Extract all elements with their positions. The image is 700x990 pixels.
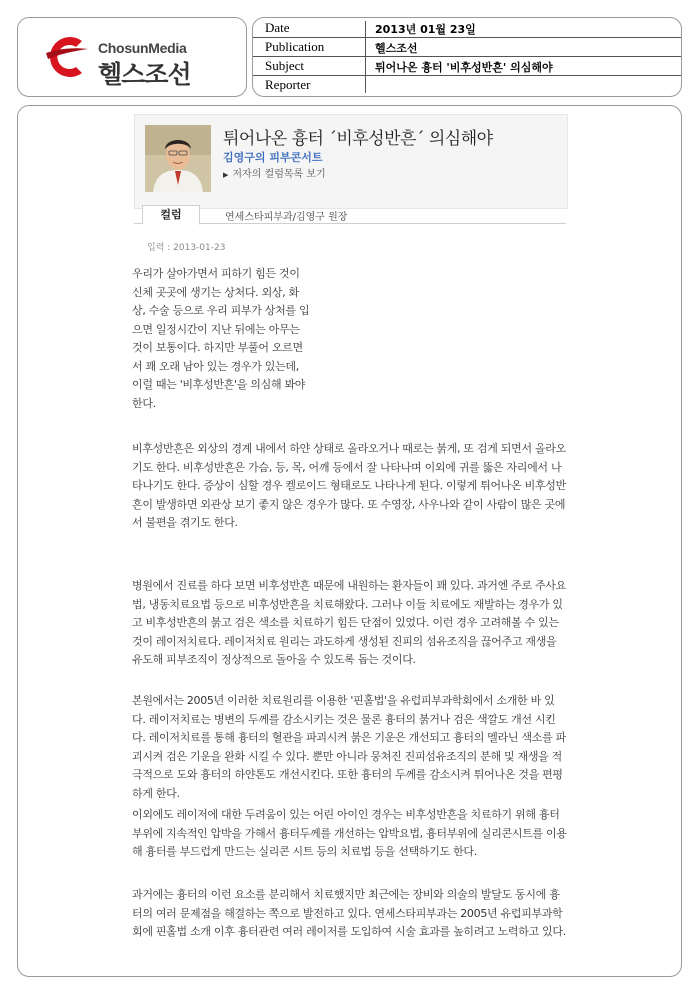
author-photo [145, 125, 211, 192]
brand-name-top: ChosunMedia [98, 40, 187, 56]
article-date: 입력 : 2013-01-23 [147, 243, 226, 253]
article-title: 튀어나온 흉터 ´비후성반흔´ 의심해야 [223, 129, 493, 149]
subject-value: 튀어나온 흉터 '비후성반흔' 의심해야 [375, 61, 553, 74]
column-name-link[interactable]: 김영구의 피부콘서트 [223, 151, 323, 164]
paragraph: 병원에서 진료를 하다 보면 비후성반흔 때문에 내원하는 환자들이 꽤 있다. 과거엔 주로 주사요법, 냉동치료요법 등으로 비후성반흔을 치료해왔다. 그러나 이들 치료에도 재발하는 경우가 있고 비후성반흔의 붉고 검은 색소를 치료하기 힘든 단점이 있었다. 이런 경우 고려해볼 수 있는 것이 레이저치료다. 레이저치료 원리는 과도하게 생성된 진피의 섬유조직을 끊어주고 재생을 유도해 피부조직이 정상적으로 돌아올 수 있도록 돕는 것이다. [132, 579, 566, 666]
meta-row-publication [253, 38, 681, 56]
publication-value: 헬스조선 [375, 42, 418, 55]
author-column-list-label: 저자의 컬럼목록 보기 [232, 169, 326, 180]
tab-column[interactable]: 컬럼 [142, 205, 200, 225]
paragraph: 비후성반흔은 외상의 경계 내에서 하얀 상태로 올라오거나 때로는 붉게, 또 검게 되면서 올라오기도 한다. 비후성반흔은 가슴, 등, 목, 어깨 등에서 잘 나타나며 이외에 귀를 뚫은 자리에서 나타나기도 한다. 증상이 심할 경우 켈로이드 형태로도 나타나게 된다. 이렇게 튀어나온 비후성반흔이 발생하면 외관상 보기 좋지 않은 경우가 많다. 또 수영장, 사우나와 같이 사람이 많은 곳에서 불편을 겪기도 한다. [132, 442, 566, 529]
chosun-logo-icon [40, 31, 92, 83]
subject-label: Subject [265, 58, 304, 73]
publication-label: Publication [265, 39, 325, 54]
article-source: 연세스타피부과/김영구 원장 [225, 212, 348, 223]
paragraph: 과거에는 흉터의 이런 요소를 분리해서 치료했지만 최근에는 장비와 의술의 발달도 동시에 흉터의 여러 문제점을 해결하는 쪽으로 발전하고 있다. 연세스타피부과는 2005년 유럽피부과학회에 핀홀법 소개 이후 흉터관련 여러 레이저를 도입하여 시술 효과를 높히려고 노력하고 있다. [132, 888, 566, 938]
meta-row-date [253, 19, 681, 37]
paragraph: 이외에도 레이저에 대한 두려움이 있는 어린 아이인 경우는 비후성반흔을 치료하기 위해 흉터부위에 지속적인 압박을 가해서 흉터두께를 개선하는 압박요법, 흉터부위에 실리콘시트를 이용해 흉터를 부드럽게 만드는 실리콘 시트 등의 치료법 등을 선택하기도 한다. [132, 808, 567, 858]
author-column-list-link[interactable] [223, 165, 326, 180]
paragraph: 본원에서는 2005년 이러한 치료원리를 이용한 '핀홀법'을 유럽피부과학회에서 소개한 바 있다. 레이저치료는 병변의 두께를 감소시키는 것은 물론 흉터의 붉거나 검은 색깔도 개선 시킨다. 레이저치료를 통해 흉터의 혈관을 파괴시켜 붉은 기운은 개선되고 흉터의 멜라닌 색소를 파괴시켜 검은 기운을 완화 시킬 수 있다. 뿐만 아니라 뭉쳐진 진피섬유조직의 분해 및 재생을 적극적으로 도와 흉터의 하얀톤도 개선시킨다. 또한 흉터의 두께를 감소시켜 튀어나온 것을 편평하게 한다. [132, 694, 566, 800]
brand-name-bottom: 헬스조선 [98, 61, 191, 89]
meta-row-reporter [253, 76, 681, 94]
logo-box [17, 17, 247, 97]
meta-row-subject [253, 57, 681, 75]
reporter-label: Reporter [265, 77, 311, 92]
arrow-right-icon: ▶ [223, 171, 229, 179]
date-value: 2013년 01월 23일 [375, 23, 476, 36]
meta-table [252, 17, 682, 97]
paragraph: 우리가 살아가면서 피하기 힘든 것이 신체 곳곳에 생기는 상처다. 외상, 화상, 수술 등으로 우리 피부가 상처를 입으면 일정시간이 지난 뒤에는 아무는 것이 보통이다. 하지만 부풀어 오르면서 꽤 오래 남아 있는 경우가 있는데, 이럴 때는 '비후성반흔'을 의심해 봐야 한다. [132, 267, 310, 410]
date-label: Date [265, 20, 290, 35]
